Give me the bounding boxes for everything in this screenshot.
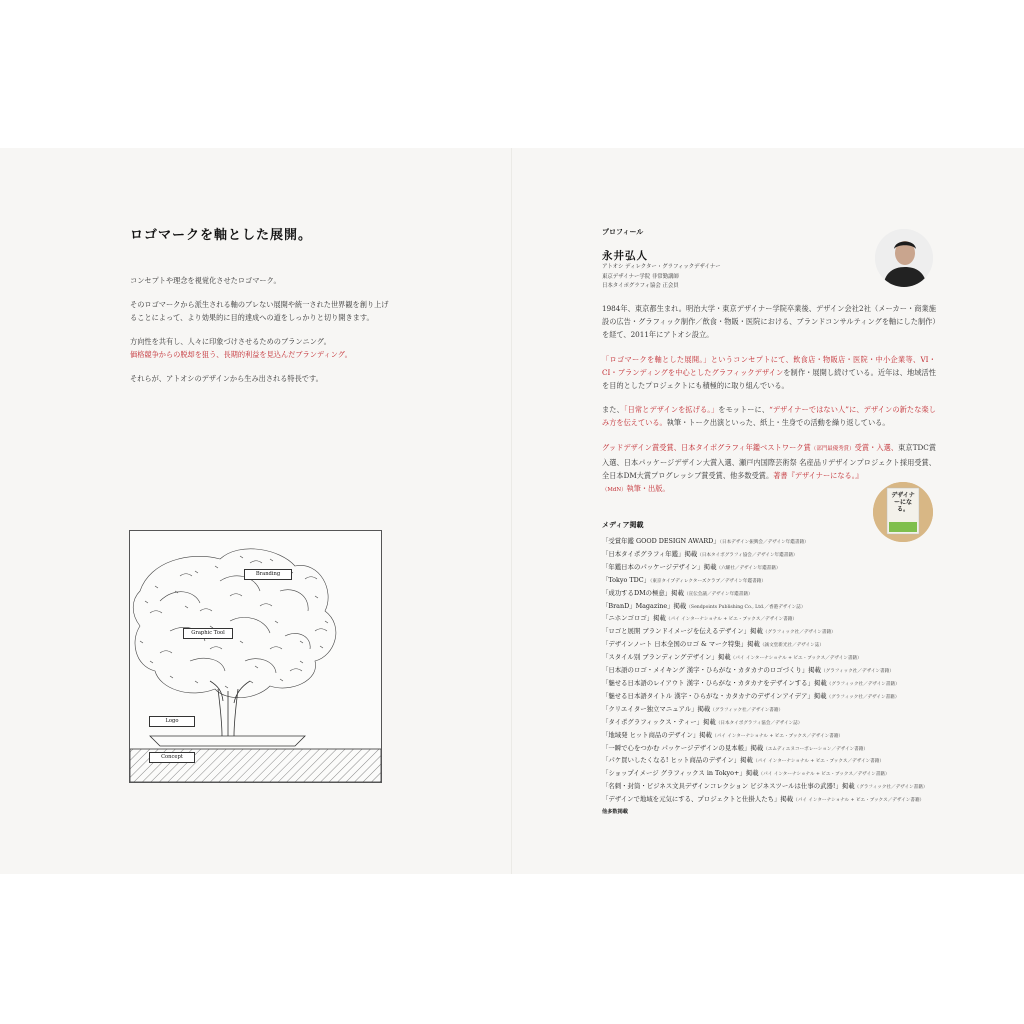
media-note: （グラフィック社／デザイン書籍） (710, 707, 784, 713)
media-note: （グラフィック社／デザイン書籍） (826, 681, 900, 687)
profile-heading: プロフィール (602, 227, 644, 236)
media-title: 「スタイル別 ブランディングデザイン」掲載 (602, 653, 731, 662)
media-item (602, 781, 928, 794)
paragraph: それらが、アトオシのデザインから生み出される特長です。 (130, 374, 323, 383)
bio-text: また、 (602, 405, 624, 415)
media-title: 「パケ買いしたくなる! ヒット商品のデザイン」掲載 (602, 756, 753, 765)
profile-photo (875, 229, 933, 287)
paragraph (130, 335, 390, 361)
media-note: （パイ インターナショナル + ビエ・ブックス／デザイン書籍） (793, 798, 925, 804)
media-item (602, 704, 902, 717)
media-note: （パイ インターナショナル + ビエ・ブックス／デザイン書籍） (712, 733, 844, 739)
book-text: 執筆・出版。 (626, 484, 670, 494)
role-line: 東京デザイナー学院 非常勤講師 (602, 273, 679, 280)
media-title: 「デザインで地域を元気にする、プロジェクトと仕掛人たち」掲載 (602, 795, 794, 804)
media-item (602, 549, 902, 562)
bio-text: 執筆・トーク出演といった、紙上・生身での活動を繰り返している。 (666, 418, 890, 428)
media-note: （日本タイポグラフィ協会／デザイン誌） (715, 720, 803, 726)
profile-body (602, 302, 936, 508)
book-cover-title: デザイナーになる。 (891, 492, 915, 513)
paragraph: コンセプトや理念を視覚化させたロゴマーク。 (130, 276, 281, 285)
media-note: （エムディエヌコーポレーション／デザイン書籍） (763, 746, 868, 752)
media-item (602, 730, 902, 743)
media-item (602, 717, 902, 730)
media-note: （グラフィック社／デザイン書籍） (821, 669, 894, 675)
bio-text: をモットーに、 (718, 405, 770, 415)
book-publisher: （MdN） (602, 487, 627, 494)
media-item (602, 601, 902, 614)
bio-paragraph: 1984年、東京都生まれ。明治大学・東京デザイナー学院卒業後、デザイン会社2社（メーカー・商業施設の広告・グラフィック制作／飲食・物販・医院における、ブランドコンサルティングを軸にした制作）を経て、2011年にアトオシ設立。 (602, 304, 936, 340)
media-item (602, 652, 902, 665)
media-item (602, 743, 902, 756)
media-title: 「魅せる日本語タイトル 漢字・ひらがな・カタカナのデザインアイデア」掲載 (602, 691, 827, 700)
media-title: 「名刺・封筒・ビジネス文具デザインコレクション ビジネスツールは仕事の武器!」掲載 (602, 782, 855, 791)
paragraph-text: 方向性を共有し、人々に印象づけさせるためのブランニング。 (130, 337, 331, 346)
media-title: 「受賞年鑑 GOOD DESIGN AWARD」 (602, 537, 720, 545)
media-title: 「Tokyo TDC」 (602, 575, 651, 584)
media-title: 「日本語のロゴ・メイキング 漢字・ひらがな・カタカナのロゴづくり」掲載 (602, 666, 821, 675)
graphic-tool-label: Graphic Tool (183, 628, 233, 639)
media-title: 「ショップイメージ グラフィックス in Tokyo+」掲載 (602, 769, 759, 778)
media-title: 「BranD」Magazine」掲載 (602, 601, 687, 610)
role-line: 日本タイポグラフィ協会 正会員 (602, 283, 679, 289)
logo-label: Logo (149, 716, 195, 727)
media-item (602, 536, 902, 549)
media-note: （宣伝会議／デザイン年鑑書籍） (683, 591, 753, 597)
media-title: 「地域発 ヒット商品のデザイン」掲載 (602, 730, 713, 739)
bio-text: を制作・展開し続けている。近年は、地域活性を目的としたプロジェクトにも積極的に取り組んでいる。 (602, 367, 936, 391)
media-title: 「成功するDMの極意」掲載 (602, 588, 684, 597)
media-note: （グラフィック社／デザイン書籍） (854, 785, 928, 791)
media-item (602, 755, 902, 768)
media-item (602, 626, 902, 639)
media-title: 「デザインノート 日本全国のロゴ & マーク特集」掲載 (602, 640, 760, 649)
page-gutter (511, 148, 512, 874)
media-item (602, 575, 902, 588)
person-roles (602, 263, 721, 292)
media-note: （パイ インターナショナル + ビエ・ブックス／デザイン書籍） (758, 772, 890, 778)
paragraph: そのロゴマークから派生される軸のブレない展開や統一された世界観を創り上げることによって、より効果的に目的達成への道をしっかりと切り開きます。 (130, 300, 389, 322)
paragraph-highlight: 価格競争からの脱却を狙う、長期的利益を見込んだブランディング。 (130, 350, 352, 359)
media-note: （パイ インターナショナル + ビエ・ブックス／デザイン書籍） (730, 656, 862, 662)
media-title: 「ニホンゴロゴ」掲載 (602, 614, 666, 623)
bio-highlight: 「ロゴマークを軸とした展開。」というコンセプトにて、飲食店・物販店・医院・中小企業等、VI・CI・ブランディングを中心としたグラフィックデザイン (602, 354, 936, 377)
left-page-body (130, 274, 390, 396)
media-title: 「ロゴと展開 ブランドイメージを伝えるデザイン」掲載 (602, 627, 763, 636)
media-note: （東京タイプディレクターズクラブ／デザイン年鑑書籍） (650, 578, 766, 584)
media-note: （グラフィック社／デザイン書籍） (762, 630, 836, 636)
media-more: 他多数掲載 (602, 809, 628, 816)
media-title: 「クリエイター独立マニュアル」掲載 (602, 704, 711, 713)
bio-highlight: “デザイナーではない人”に、デザインの新たな楽しみ方を伝えている。 (602, 405, 936, 428)
tree-canopy (133, 549, 336, 698)
media-note: （六耀社／デザイン年鑑書籍） (716, 565, 781, 571)
awards-highlight: 受賞・入選、 (854, 442, 899, 452)
media-note: （Sendpoints Publishing Co., Ltd.／香港デザイン誌） (686, 604, 806, 610)
awards-text: 東京TDC賞入選、日本パッケージデザイン大賞入選、瀬戸内国際芸術祭 名産品リデザインプロジェクト採用受賞、全日本DM大賞プログレッシブ賞受賞、他多数受賞。 (602, 442, 937, 481)
concept-label: Concept (149, 752, 195, 763)
media-item (602, 562, 902, 575)
brand-tree-diagram (129, 530, 382, 783)
media-note: （グラフィック社／デザイン書籍） (826, 694, 900, 700)
tree-pot (150, 736, 305, 746)
media-heading: メディア掲載 (602, 520, 644, 529)
media-title: 「一瞬で心をつかむ パッケージデザインの見本帳」掲載 (602, 743, 764, 752)
media-title: 「日本タイポグラフィ年鑑」掲載 (602, 549, 698, 558)
tree-trunk (210, 681, 250, 736)
media-item (602, 768, 902, 781)
bio-paragraph (602, 353, 936, 393)
branding-label: Branding (244, 569, 292, 580)
book-cover-image (873, 482, 933, 542)
person-portrait-icon (875, 229, 933, 287)
role-line: アトオシ ディレクター・グラフィックデザイナー (602, 264, 721, 270)
bio-paragraph (602, 403, 936, 429)
media-title: 「魅せる日本語のレイアウト 漢字・ひらがな・カタカナをデザインする」掲載 (602, 678, 827, 687)
media-item (602, 588, 902, 601)
media-note: （誠文堂新光社／デザイン誌） (759, 643, 824, 649)
media-item (602, 613, 902, 626)
media-item (602, 665, 902, 678)
media-item (602, 691, 902, 704)
book-title: 著書『デザイナーになる。』 (773, 471, 863, 481)
media-note: （日本タイポグラフィ協会／デザイン年鑑書籍） (697, 552, 798, 558)
left-page-title: ロゴマークを軸とした展開。 (130, 228, 313, 243)
person-name: 永井弘人 (602, 250, 648, 262)
media-title: 「年鑑日本のパッケージデザイン」掲載 (602, 562, 717, 571)
bio-highlight: 「日常とデザインを拡げる。」 (623, 405, 719, 415)
media-note: （日本デザイン振興会／デザイン年鑑書籍） (719, 540, 809, 545)
media-list (602, 536, 928, 819)
media-title: 「タイポグラフィックス・ティー」掲載 (602, 717, 716, 726)
media-item (602, 639, 902, 652)
media-note: （パイ インターナショナル + ビエ・ブックス／デザイン書籍） (752, 759, 884, 765)
media-item (602, 678, 902, 691)
media-note: （パイ インターナショナル + ビエ・ブックス／デザイン書籍） (665, 617, 797, 623)
awards-note: （部門最優秀賞） (810, 445, 855, 452)
awards-highlight: グッドデザイン賞受賞、日本タイポグラフィ年鑑ベストワーク賞 (602, 442, 811, 452)
media-item (602, 794, 925, 807)
